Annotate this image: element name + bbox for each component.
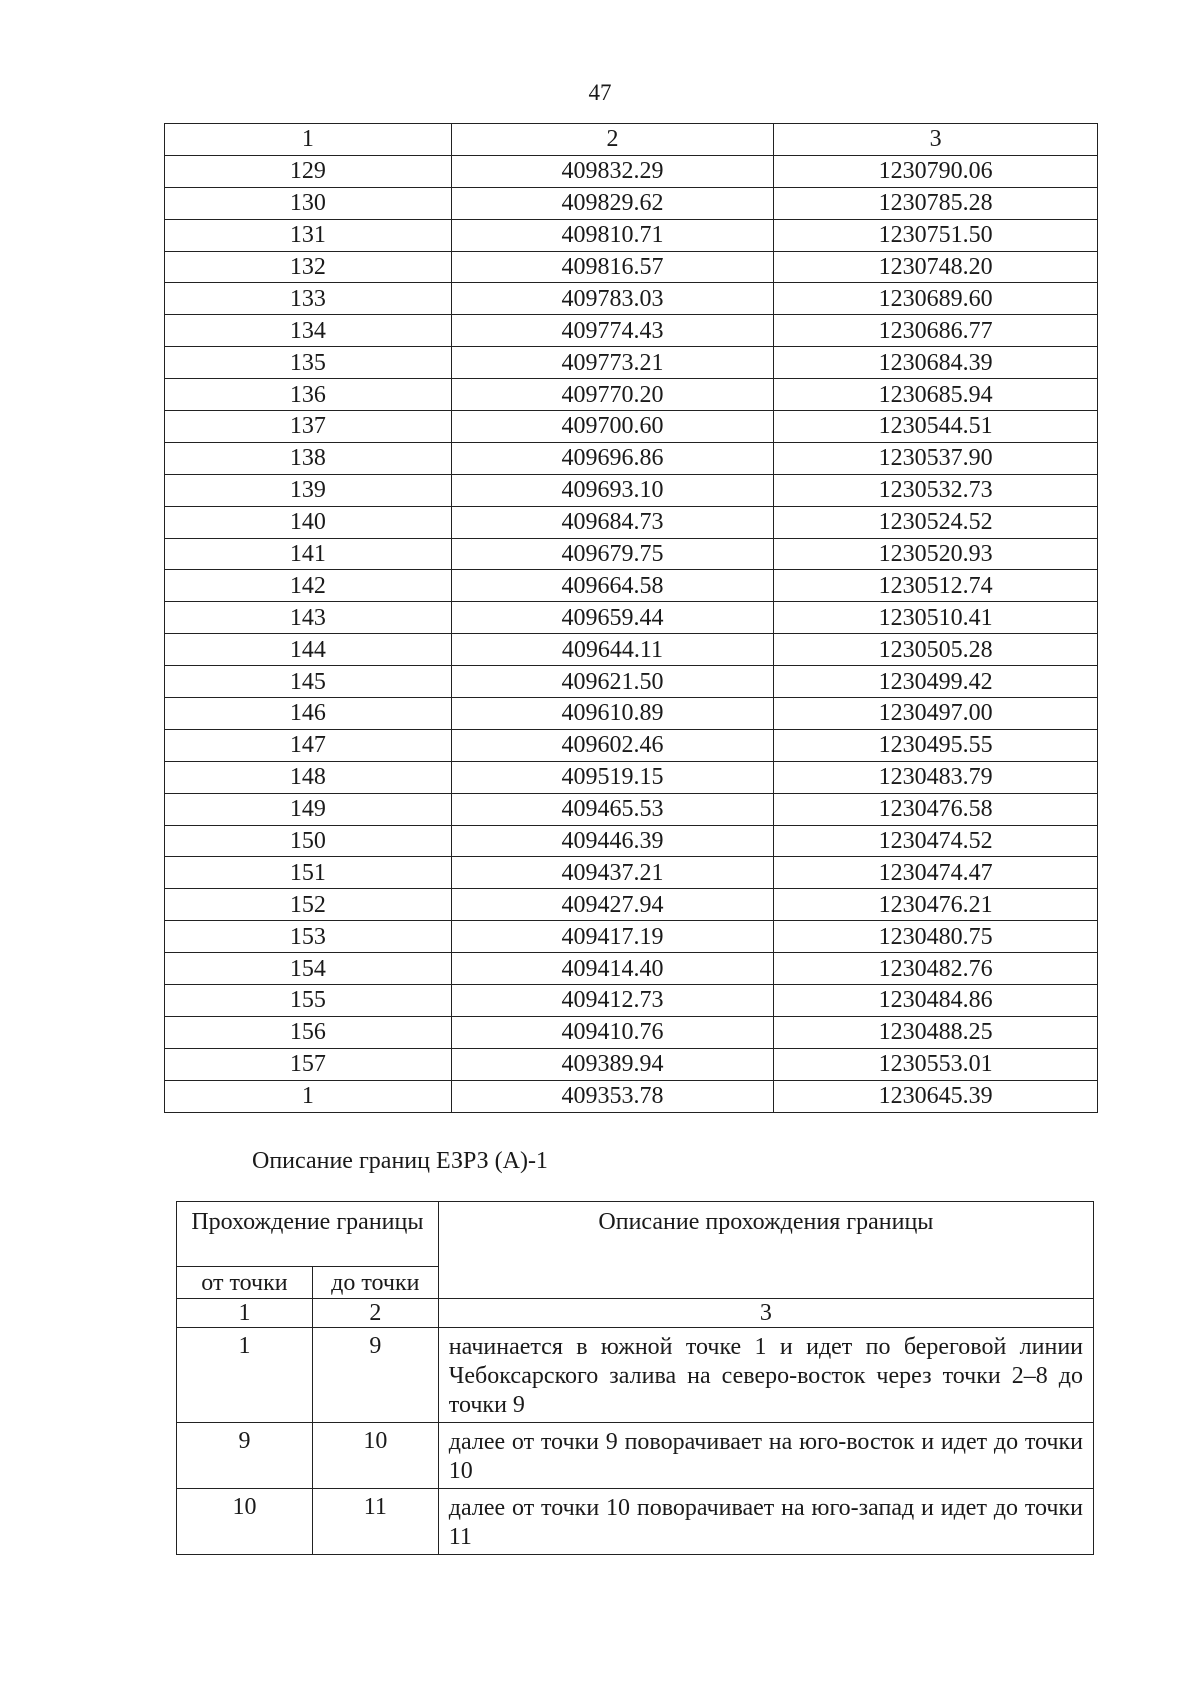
column-number: 1 [177,1299,313,1328]
x-coordinate-cell: 409783.03 [451,283,774,315]
table-row [165,538,1098,570]
y-coordinate-cell: 1230484.86 [774,985,1098,1017]
table-row [165,921,1098,953]
y-coordinate-cell: 1230785.28 [774,187,1098,219]
point-number-cell: 137 [165,411,452,443]
table-header-row [177,1202,1094,1267]
y-coordinate-cell: 1230483.79 [774,761,1098,793]
table-row [165,347,1098,379]
table-row [165,1080,1098,1112]
boundary-description-table [176,1201,1094,1555]
y-coordinate-cell: 1230751.50 [774,219,1098,251]
table-row [165,825,1098,857]
x-coordinate-cell: 409700.60 [451,411,774,443]
table-header-row [165,124,1098,156]
column-number: 3 [438,1299,1093,1328]
x-coordinate-cell: 409353.78 [451,1080,774,1112]
x-coordinate-cell: 409446.39 [451,825,774,857]
column-header: 3 [774,124,1098,156]
point-number-cell: 138 [165,442,452,474]
table-row [165,793,1098,825]
table-row [165,570,1098,602]
point-number-cell: 144 [165,634,452,666]
to-point-header: до точки [312,1267,438,1299]
table-row [165,379,1098,411]
x-coordinate-cell: 409410.76 [451,1016,774,1048]
table-row [165,411,1098,443]
x-coordinate-cell: 409621.50 [451,666,774,698]
from-point-header: от точки [177,1267,313,1299]
point-number-cell: 147 [165,729,452,761]
description-cell: далее от точки 9 поворачивает на юго-восток и идет до точки 10 [438,1423,1093,1489]
table-row [165,251,1098,283]
point-number-cell: 143 [165,602,452,634]
point-number-cell: 145 [165,666,452,698]
x-coordinate-cell: 409696.86 [451,442,774,474]
table-row [165,442,1098,474]
point-number-cell: 153 [165,921,452,953]
point-number-cell: 140 [165,506,452,538]
y-coordinate-cell: 1230544.51 [774,411,1098,443]
x-coordinate-cell: 409816.57 [451,251,774,283]
x-coordinate-cell: 409679.75 [451,538,774,570]
page-number: 47 [588,80,612,105]
table-row [165,698,1098,730]
description-cell: начинается в южной точке 1 и идет по береговой линии Чебоксарского залива на северо-восток через точки 2–8 до точки 9 [438,1328,1093,1423]
y-coordinate-cell: 1230476.21 [774,889,1098,921]
table-row [177,1423,1094,1489]
section-caption: Описание границ ЕЗРЗ (А)-1 [252,1148,548,1174]
table-row [165,315,1098,347]
y-coordinate-cell: 1230512.74 [774,570,1098,602]
point-number-cell: 129 [165,155,452,187]
x-coordinate-cell: 409829.62 [451,187,774,219]
y-coordinate-cell: 1230748.20 [774,251,1098,283]
table-row [165,602,1098,634]
x-coordinate-cell: 409602.46 [451,729,774,761]
point-number-cell: 134 [165,315,452,347]
x-coordinate-cell: 409664.58 [451,570,774,602]
table-row [165,187,1098,219]
x-coordinate-cell: 409770.20 [451,379,774,411]
y-coordinate-cell: 1230537.90 [774,442,1098,474]
description-cell: далее от точки 10 поворачивает на юго-запад и идет до точки 11 [438,1489,1093,1555]
y-coordinate-cell: 1230497.00 [774,698,1098,730]
x-coordinate-cell: 409832.29 [451,155,774,187]
x-coordinate-cell: 409414.40 [451,953,774,985]
y-coordinate-cell: 1230553.01 [774,1048,1098,1080]
point-number-cell: 149 [165,793,452,825]
y-coordinate-cell: 1230474.47 [774,857,1098,889]
y-coordinate-cell: 1230684.39 [774,347,1098,379]
table-row [165,283,1098,315]
y-coordinate-cell: 1230482.76 [774,953,1098,985]
from-point-cell: 1 [177,1328,313,1423]
column-header: 2 [451,124,774,156]
x-coordinate-cell: 409810.71 [451,219,774,251]
point-number-cell: 146 [165,698,452,730]
table-row [165,1048,1098,1080]
x-coordinate-cell: 409519.15 [451,761,774,793]
point-number-cell: 157 [165,1048,452,1080]
x-coordinate-cell: 409389.94 [451,1048,774,1080]
column-number: 2 [312,1299,438,1328]
passage-header: Прохождение границы [177,1202,439,1267]
x-coordinate-cell: 409437.21 [451,857,774,889]
x-coordinate-cell: 409684.73 [451,506,774,538]
table-row [165,219,1098,251]
y-coordinate-cell: 1230520.93 [774,538,1098,570]
x-coordinate-cell: 409465.53 [451,793,774,825]
y-coordinate-cell: 1230790.06 [774,155,1098,187]
point-number-cell: 155 [165,985,452,1017]
point-number-cell: 130 [165,187,452,219]
point-number-cell: 133 [165,283,452,315]
point-number-cell: 154 [165,953,452,985]
x-coordinate-cell: 409427.94 [451,889,774,921]
table-row [177,1328,1094,1423]
to-point-cell: 9 [312,1328,438,1423]
x-coordinate-cell: 409644.11 [451,634,774,666]
column-number-row [177,1299,1094,1328]
x-coordinate-cell: 409412.73 [451,985,774,1017]
point-number-cell: 148 [165,761,452,793]
table-row [165,761,1098,793]
x-coordinate-cell: 409417.19 [451,921,774,953]
y-coordinate-cell: 1230532.73 [774,474,1098,506]
x-coordinate-cell: 409774.43 [451,315,774,347]
y-coordinate-cell: 1230488.25 [774,1016,1098,1048]
from-point-cell: 9 [177,1423,313,1489]
table-row [165,985,1098,1017]
y-coordinate-cell: 1230686.77 [774,315,1098,347]
point-number-cell: 132 [165,251,452,283]
point-number-cell: 142 [165,570,452,602]
y-coordinate-cell: 1230480.75 [774,921,1098,953]
point-number-cell: 151 [165,857,452,889]
table-row [165,155,1098,187]
y-coordinate-cell: 1230524.52 [774,506,1098,538]
point-number-cell: 156 [165,1016,452,1048]
to-point-cell: 11 [312,1489,438,1555]
point-number-cell: 136 [165,379,452,411]
point-number-cell: 141 [165,538,452,570]
table-row [165,857,1098,889]
point-number-cell: 135 [165,347,452,379]
from-point-cell: 10 [177,1489,313,1555]
to-point-cell: 10 [312,1423,438,1489]
x-coordinate-cell: 409610.89 [451,698,774,730]
y-coordinate-cell: 1230495.55 [774,729,1098,761]
x-coordinate-cell: 409693.10 [451,474,774,506]
y-coordinate-cell: 1230689.60 [774,283,1098,315]
table-row [165,666,1098,698]
point-number-cell: 131 [165,219,452,251]
coordinates-table [164,123,1098,1113]
table-row [165,634,1098,666]
point-number-cell: 150 [165,825,452,857]
y-coordinate-cell: 1230476.58 [774,793,1098,825]
point-number-cell: 152 [165,889,452,921]
table-row [165,729,1098,761]
description-header: Описание прохождения границы [438,1202,1093,1299]
y-coordinate-cell: 1230685.94 [774,379,1098,411]
table-row [165,506,1098,538]
table-row [165,474,1098,506]
point-number-cell: 1 [165,1080,452,1112]
table-row [165,889,1098,921]
y-coordinate-cell: 1230505.28 [774,634,1098,666]
x-coordinate-cell: 409773.21 [451,347,774,379]
table-row [177,1489,1094,1555]
y-coordinate-cell: 1230510.41 [774,602,1098,634]
y-coordinate-cell: 1230645.39 [774,1080,1098,1112]
table-row [165,953,1098,985]
point-number-cell: 139 [165,474,452,506]
y-coordinate-cell: 1230474.52 [774,825,1098,857]
table-row [165,1016,1098,1048]
x-coordinate-cell: 409659.44 [451,602,774,634]
column-header: 1 [165,124,452,156]
y-coordinate-cell: 1230499.42 [774,666,1098,698]
